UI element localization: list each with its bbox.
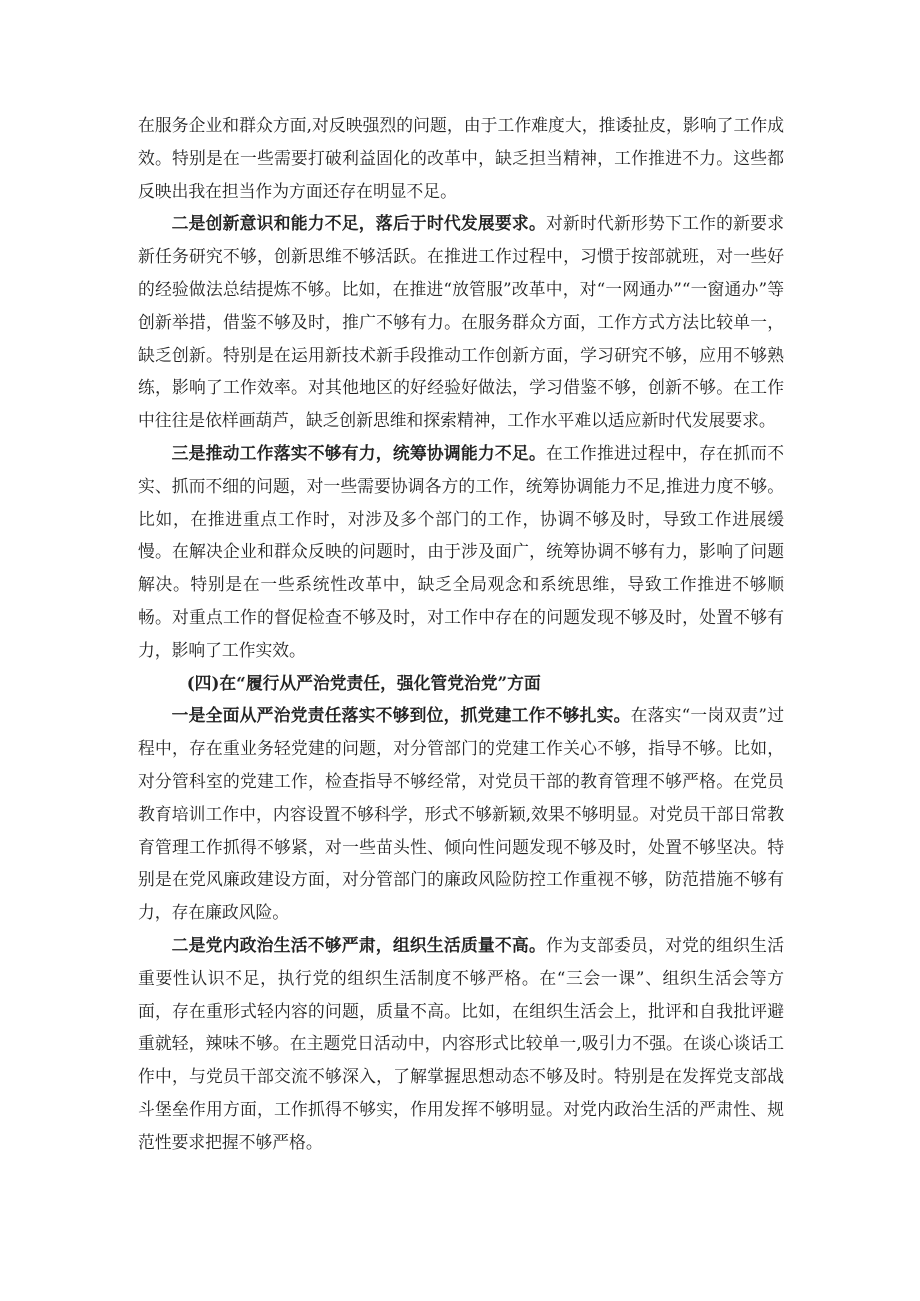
paragraph-lead: 一是全面从严治党责任落实不够到位，抓党建工作不够扎实。 — [171, 705, 631, 726]
paragraph-coordination — [138, 437, 784, 667]
paragraph-lead: 三是推动工作落实不够有力，统筹协调能力不足。 — [171, 442, 546, 463]
paragraph-lead: 二是创新意识和能力不足，落后于时代发展要求。 — [171, 213, 546, 234]
paragraph-body: 对新时代新形势下工作的新要求新任务研究不够，创新思维不够活跃。在推进工作过程中，习惯于按部就班，对一些好的经验做法总结提炼不够。比如，在推进“放管服”改革中，对“一网通办”“一窗通办”等创新举措，借鉴不够及时，推广不够有力。在服务群众方面，工作方式方法比较单一，缺乏创新。特别是在运用新技术新手段推动工作创新方面，学习研究不够，应用不够熟练，影响了工作效率。对其他地区的好经验好做法，学习借鉴不够，创新不够。在工作中往往是依样画葫芦，缺乏创新思维和探索精神，工作水平难以适应新时代发展要求。 — [138, 213, 784, 431]
paragraph-innovation — [138, 207, 784, 437]
section-heading: (四)在“履行从严治党责任，强化管党治党”方面 — [186, 672, 541, 693]
paragraph-party-life — [138, 929, 784, 1159]
paragraph-lead: 二是党内政治生活不够严肃，组织生活质量不高。 — [171, 934, 546, 955]
document-page — [138, 109, 784, 1159]
paragraph-body: 在落实“一岗双责”过程中，存在重业务轻党建的问题，对分管部门的党建工作关心不够，指导不够。比如，对分管科室的党建工作，检查指导不够经常，对党员干部的教育管理不够严格。在党员教育培训工作中，内容设置不够科学，形式不够新颖,效果不够明显。对党员干部日常教育管理工作抓得不够紧，对一些苗头性、倾向性问题发现不够及时，处置不够坚决。特别是在党风廉政建设方面，对分管部门的廉政风险防控工作重视不够，防范措施不够有力，存在廉政风险。 — [138, 705, 784, 923]
continued-paragraph: 在服务企业和群众方面,对反映强烈的问题，由于工作难度大，推诿扯皮，影响了工作成效。特别是在一些需要打破利益固化的改革中，缺乏担当精神，工作推进不力。这些都反映出我在担当作为方面还存在明显不足。 — [138, 115, 784, 201]
paragraph-body: 在工作推进过程中，存在抓而不实、抓而不细的问题，对一些需要协调各方的工作，统筹协调能力不足,推进力度不够。比如，在推进重点工作时，对涉及多个部门的工作，协调不够及时，导致工作进展缓慢。在解决企业和群众反映的问题时，由于涉及面广，统筹协调不够有力，影响了问题解决。特别是在一些系统性改革中，缺乏全局观念和系统思维，导致工作推进不够顺畅。对重点工作的督促检查不够及时，对工作中存在的问题发现不够及时，处置不够有力，影响了工作实效。 — [138, 442, 784, 660]
paragraph-party-responsibility — [138, 699, 784, 929]
paragraph-body: 作为支部委员，对党的组织生活重要性认识不足，执行党的组织生活制度不够严格。在“三会一课”、组织生活会等方面，存在重形式轻内容的问题，质量不高。比如，在组织生活会上，批评和自我批评避重就轻，辣味不够。在主题党日活动中，内容形式比较单一,吸引力不强。在谈心谈话工作中，与党员干部交流不够深入，了解掌握思想动态不够及时。特别是在发挥党支部战斗堡垒作用方面，工作抓得不够实，作用发挥不够明显。对党内政治生活的严肃性、规范性要求把握不够严格。 — [138, 934, 784, 1152]
